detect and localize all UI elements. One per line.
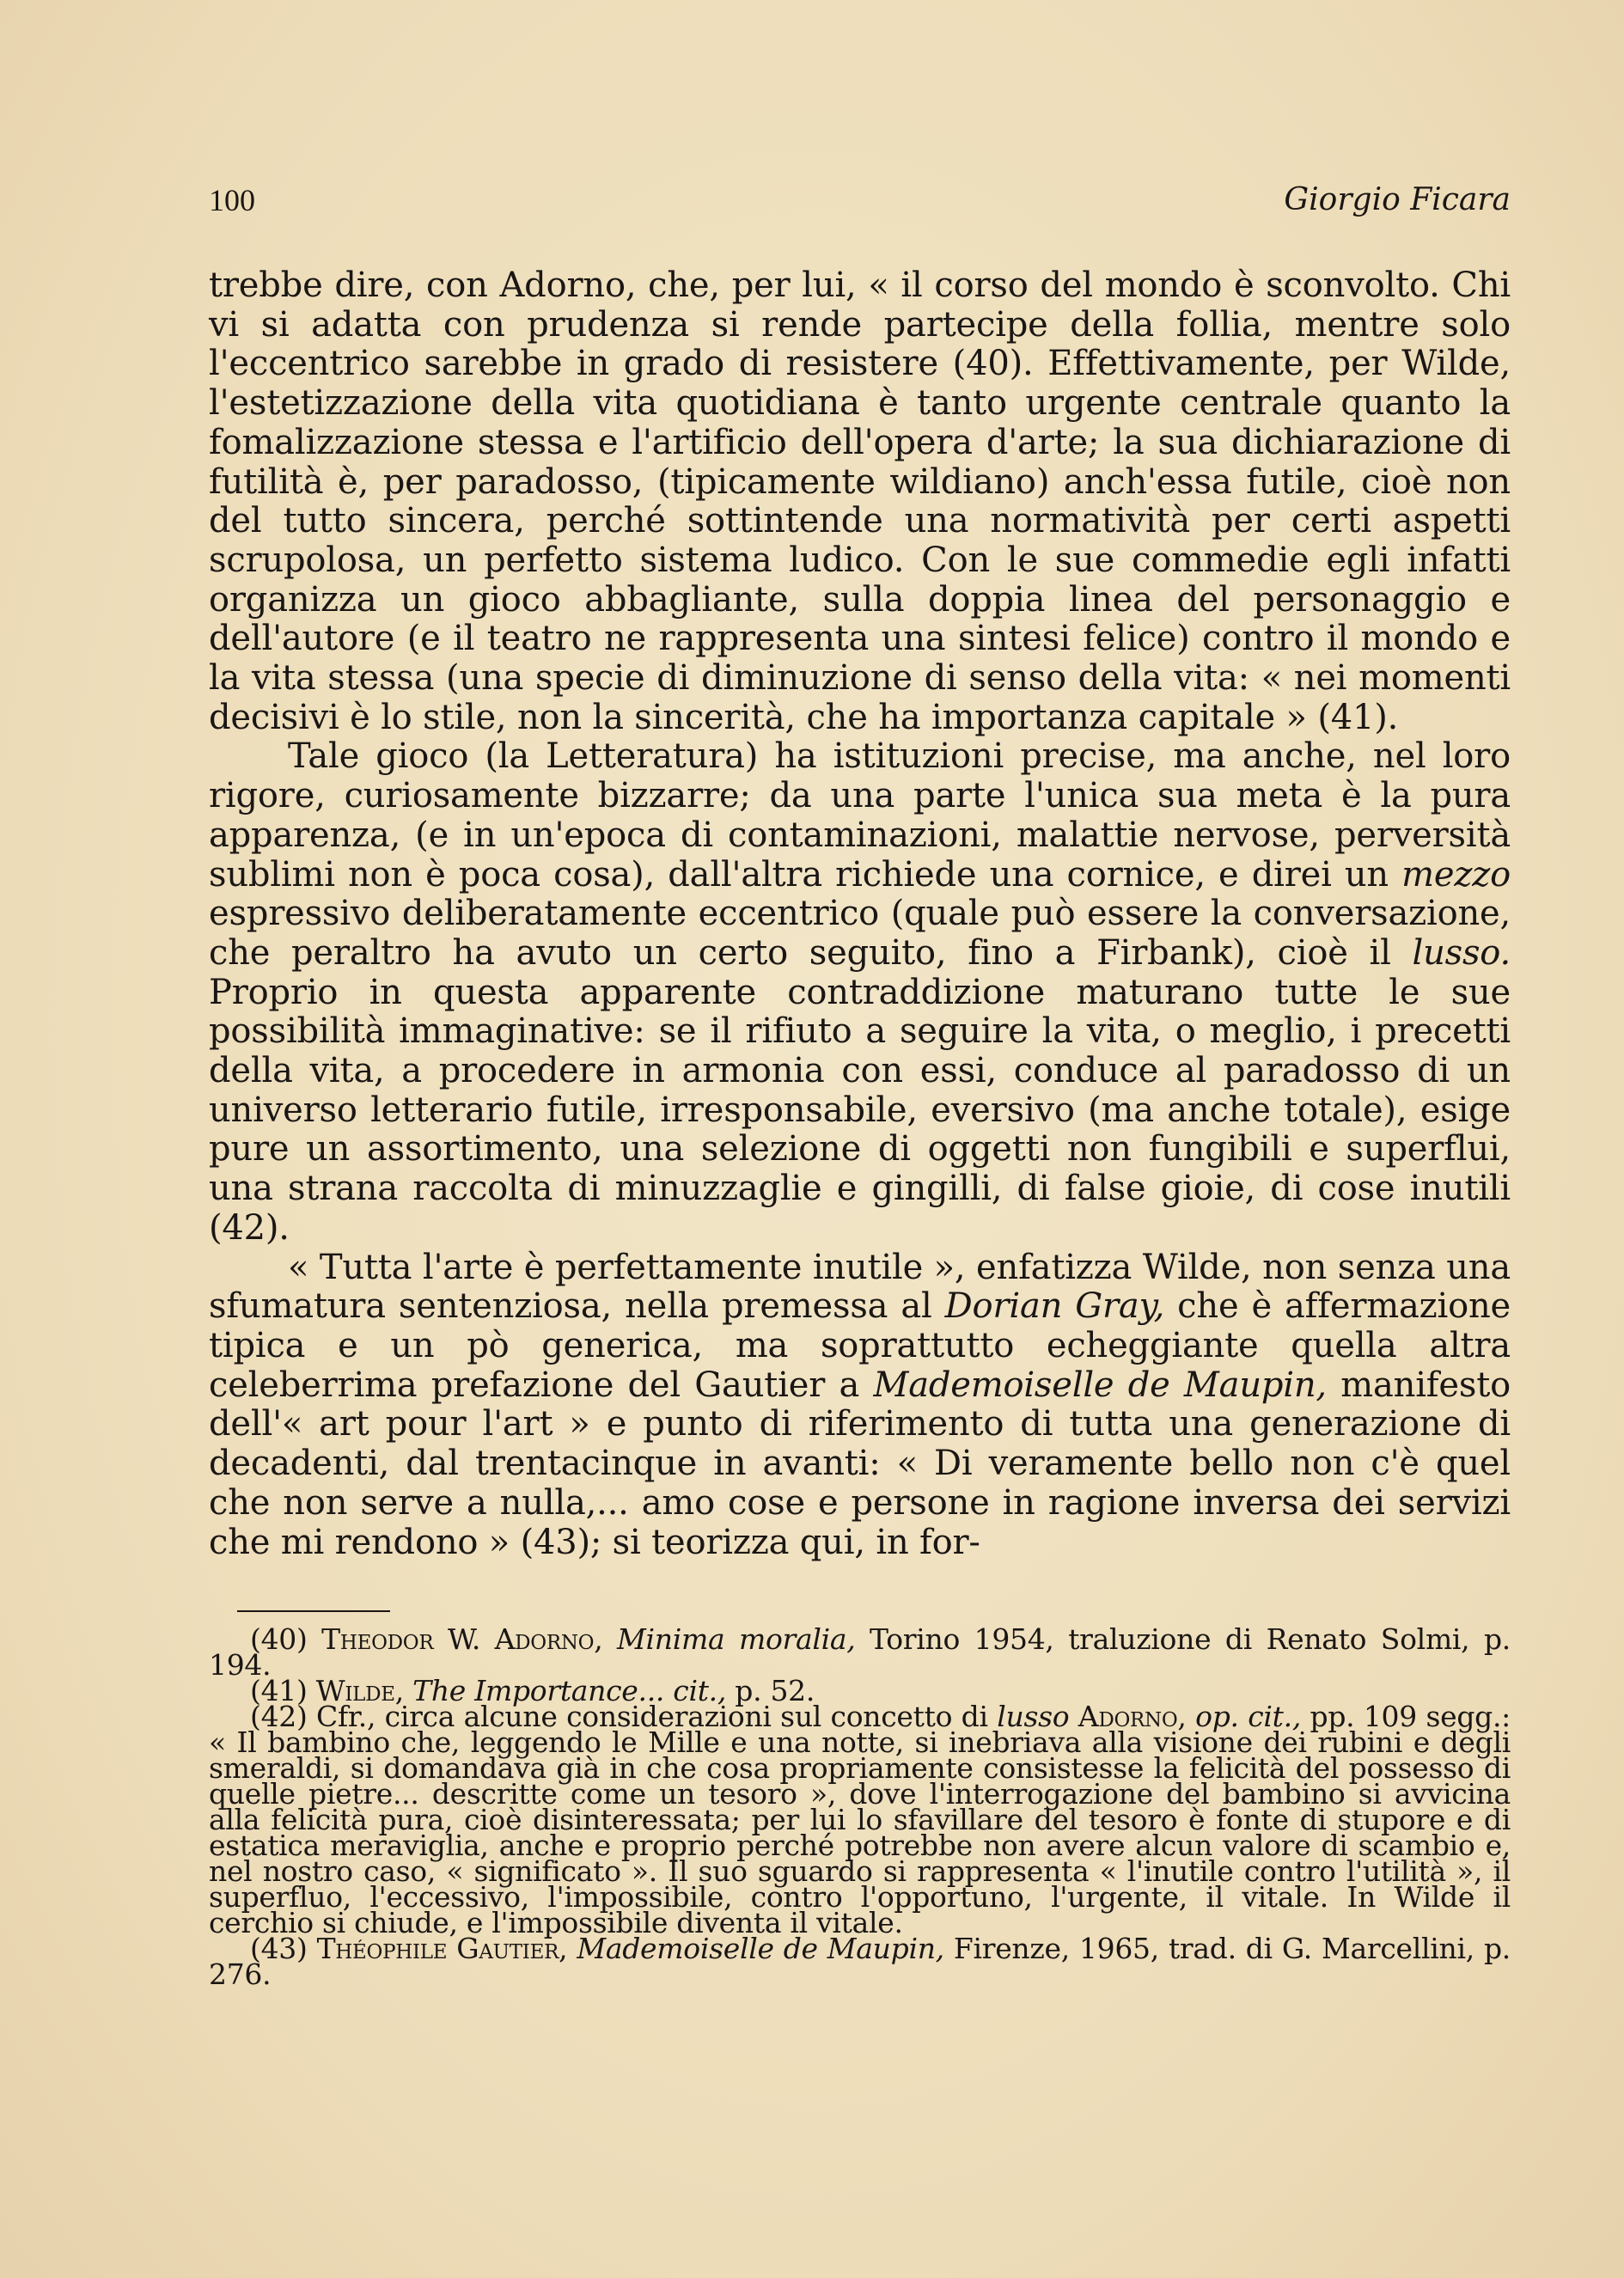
paragraph-3 [209, 1249, 1511, 1563]
footnote-40-title: Minima moralia, [617, 1622, 856, 1656]
footnote-43-author: Théophile Gautier, [316, 1932, 568, 1965]
footnote-43-rest: Firenze, 1965, trad. di G. Marcellini, p. 276. [209, 1932, 1511, 1991]
footnote-40-rest: Torino 1954, traluzione di Renato Solmi, p. 194. [209, 1622, 1511, 1682]
paragraph-2-emphasis-lusso: lusso. [1412, 932, 1511, 973]
footnote-42-text-b: pp. 109 segg.: « Il bambino che, leggendo le Mille e una notte, si inebriava alla visione dei rubini e degli smeraldi, si domandava già in che cosa propriamente consistesse la felicità del possesso di quelle pietre... descritte come un tesoro », dove l'interrogazione del bambino si avvicina alla felicità pura, cioè disinteressata; per lui lo sfavillare del tesoro è fonte di stupore e di estatica meraviglia, anche e proprio perché potrebbe non avere alcun valore di scambio e, nel nostro caso, « significato ». Il suo sguardo si rappresenta « l'inutile contro l'utilità », il superfluo, l'eccessivo, l'impossibile, contro l'opportuno, l'urgente, il vitale. In Wilde il cerchio si chiude, e l'impossibile diventa il vitale. [209, 1700, 1511, 1939]
footnote-42-emphasis-lusso: lusso [997, 1700, 1070, 1733]
footnote-42-op-cit: op. cit., [1195, 1700, 1302, 1733]
page-number: 100 [209, 183, 255, 217]
footnote-42 [209, 1700, 1511, 1939]
footnote-42-text-a: (42) Cfr., circa alcune considerazioni sul concetto di [250, 1700, 998, 1733]
running-head-author: Giorgio Ficara [1284, 182, 1511, 217]
footnotes [209, 1622, 1511, 1991]
paragraph-2-text-a: Tale gioco (la Letteratura) ha istituzioni precise, ma anche, nel loro rigore, curiosamente bizzarre; da una parte l'unica sua meta è la pura apparenza, (e in un'epoca di contaminazioni, malattie nervose, perversità sublimi non è poca cosa), dall'altra richiede una cornice, e direi un [209, 736, 1511, 895]
footnote-40-number: (40) [250, 1622, 322, 1656]
paragraph-2-text-c: Proprio in questa apparente contraddizione maturano tutte le sue possibilità immaginative: se il rifiuto a seguire la vita, o meglio, i precetti della vita, a procedere in armonia con essi, conduce al paradosso di un universo letterario futile, irresponsabile, eversivo (ma anche totale), esige pure un assortimento, una selezione di oggetti non fungibili e superflui, una strana raccolta di minuzzaglie e gingilli, di false gioie, di cose inutili (42). [209, 972, 1511, 1248]
paragraph-1 [209, 266, 1511, 737]
footnote-41-author: Wilde, [315, 1674, 404, 1707]
footnote-43 [209, 1932, 1511, 1991]
footnote-separator [237, 1610, 390, 1612]
paragraph-2-text-b: espressivo deliberatamente eccentrico (quale può essere la conversazione, che peraltro ha avuto un certo seguito, fino a Firbank), cioè il [209, 894, 1511, 973]
footnote-40-author: Theodor W. Adorno, [321, 1622, 603, 1656]
footnote-40 [209, 1622, 1511, 1682]
paragraph-2-emphasis-mezzo: mezzo [1401, 854, 1511, 895]
footnote-41-number: (41) [250, 1674, 316, 1707]
footnote-43-title: Mademoiselle de Maupin, [577, 1932, 944, 1965]
footnote-43-number: (43) [250, 1932, 317, 1965]
footnote-42-author: Adorno, [1078, 1700, 1187, 1733]
paragraph-3-text-a: « Tutta l'arte è perfettamente inutile », enfatizza Wilde, non senza una sfumatura sentenziosa, nella premessa al [209, 1247, 1511, 1327]
paragraph-1-text: trebbe dire, con Adorno, che, per lui, « il corso del mondo è sconvolto. Chi vi si adatta con prudenza si rende partecipe della follia, mentre solo l'eccentrico sarebbe in grado di resistere (40). Effettivamente, per Wilde, l'estetizzazione della vita quotidiana è tanto urgente centrale quanto la fomalizzazione stessa e l'artificio dell'opera d'arte; la sua dichiarazione di futilità è, per paradosso, (tipicamente wildiano) anch'essa futile, cioè non del tutto sincera, perché sottintende una normatività per certi aspetti scrupolosa, un perfetto sistema ludico. Con le sue commedie egli infatti organizza un gioco abbagliante, sulla doppia linea del personaggio e dell'autore (e il teatro ne rappresenta una sintesi felice) contro il mondo e la vita stessa (una specie di diminuzione di senso della vita: « nei momenti decisivi è lo stile, non la sincerità, che ha importanza capitale » (41). [209, 266, 1511, 737]
paragraph-2 [209, 737, 1511, 1248]
paragraph-3-title-maupin: Mademoiselle de Maupin, [873, 1365, 1327, 1405]
paragraph-3-text-c: manifesto dell'« art pour l'art » e punto di riferimento di tutta una generazione di decadenti, dal trentacinque in avanti: « Di veramente bello non c'è quel che non serve a nulla,... amo cose e persone in ragione inversa dei servizi che mi rendono » (43); si teorizza qui, in for- [209, 1365, 1511, 1562]
paragraph-3-text-b: che è affermazione tipica e un pò generica, ma soprattutto echeggiante quella altra celeberrima prefazione del Gautier a [209, 1286, 1511, 1405]
main-text [209, 266, 1511, 1562]
running-header [209, 179, 1511, 222]
footnote-41-rest: p. 52. [726, 1674, 815, 1707]
footnote-41-title: The Importance... cit., [412, 1674, 727, 1707]
paragraph-3-title-dorian-gray: Dorian Gray, [944, 1286, 1165, 1327]
